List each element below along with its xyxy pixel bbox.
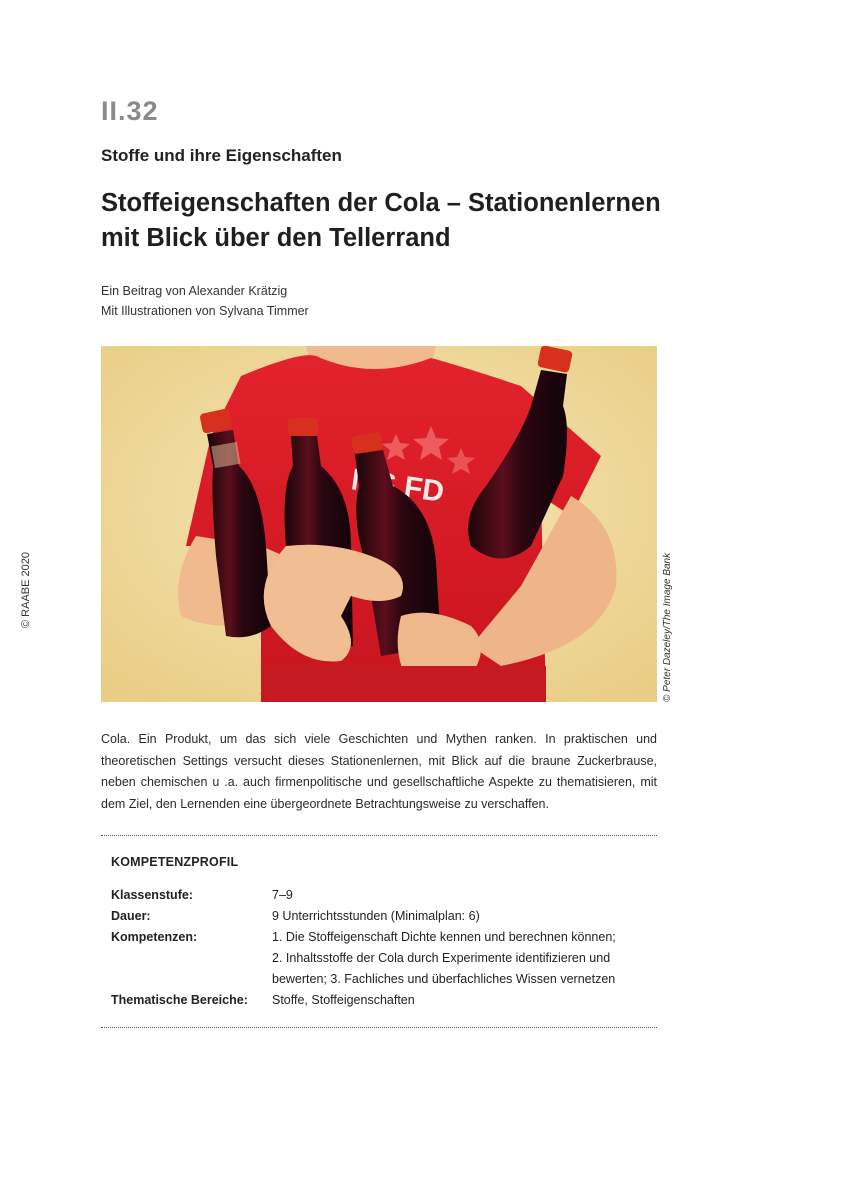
title-line-1: Stoffeigenschaften der Cola – Stationenlernen (101, 189, 661, 217)
profile-row-competences (111, 927, 651, 990)
profile-key: Kompetenzen: (111, 930, 198, 944)
profile-value-line: 2. Inhaltsstoffe der Cola durch Experimente identifizieren und (272, 951, 611, 965)
profile-key: Dauer: (111, 909, 151, 923)
child-with-cola-bottles-image (101, 346, 657, 702)
profile-row-duration (111, 906, 651, 927)
copyright-notice (20, 550, 60, 650)
category-heading: Stoffe und ihre Eigenschaften (101, 146, 342, 165)
profile-heading: KOMPETENZPROFIL (111, 855, 239, 869)
cover-photo (101, 346, 657, 702)
profile-value (272, 906, 651, 927)
profile-value-line: Stoffe, Stoffeigenschaften (272, 993, 415, 1007)
intro-paragraph: Cola. Ein Produkt, um das sich viele Geschichten und Mythen ranken. In praktischen und theoretischen Settings versucht dieses Stationenlernen, mit Blick auf die braune Zuckerbrause, neben chemischen u .a. auch firmenpolitische und gesellschaftliche Aspekte zu thematisieren, mit dem Ziel, den Lernenden eine übergeordnete Betrachtungsweise zu verschaffen. (101, 732, 657, 811)
competence-profile (111, 855, 651, 1011)
photo-credit-text: © Peter Dazeley/The Image Bank (662, 552, 673, 702)
dotted-divider-top (101, 835, 657, 836)
profile-key: Klassenstufe: (111, 888, 193, 902)
profile-value-line: bewerten; 3. Fachliches und überfachliches Wissen vernetzen (272, 972, 616, 986)
profile-value (272, 990, 651, 1011)
copyright-text: © RAABE 2020 (20, 552, 32, 628)
profile-row-topics (111, 990, 651, 1011)
unit-number: II.32 (101, 96, 159, 126)
profile-value-line: 7–9 (272, 888, 293, 902)
profile-value (272, 885, 651, 906)
shirt-print: MS.FD (349, 463, 447, 509)
title-line-2: mit Blick über den Tellerrand (101, 224, 451, 252)
profile-row-grade (111, 885, 651, 906)
dotted-divider-bottom (101, 1027, 657, 1028)
page-title (101, 186, 701, 256)
photo-credit (660, 552, 680, 702)
author-info (101, 281, 309, 321)
profile-value (272, 927, 651, 990)
profile-value-line: 1. Die Stoffeigenschaft Dichte kennen und berechnen können; (272, 930, 616, 944)
author-line: Ein Beitrag von Alexander Krätzig (101, 284, 288, 298)
profile-key: Thematische Bereiche: (111, 993, 248, 1007)
illustrator-line: Mit Illustrationen von Sylvana Timmer (101, 304, 309, 318)
profile-value-line: 9 Unterrichtsstunden (Minimalplan: 6) (272, 909, 480, 923)
